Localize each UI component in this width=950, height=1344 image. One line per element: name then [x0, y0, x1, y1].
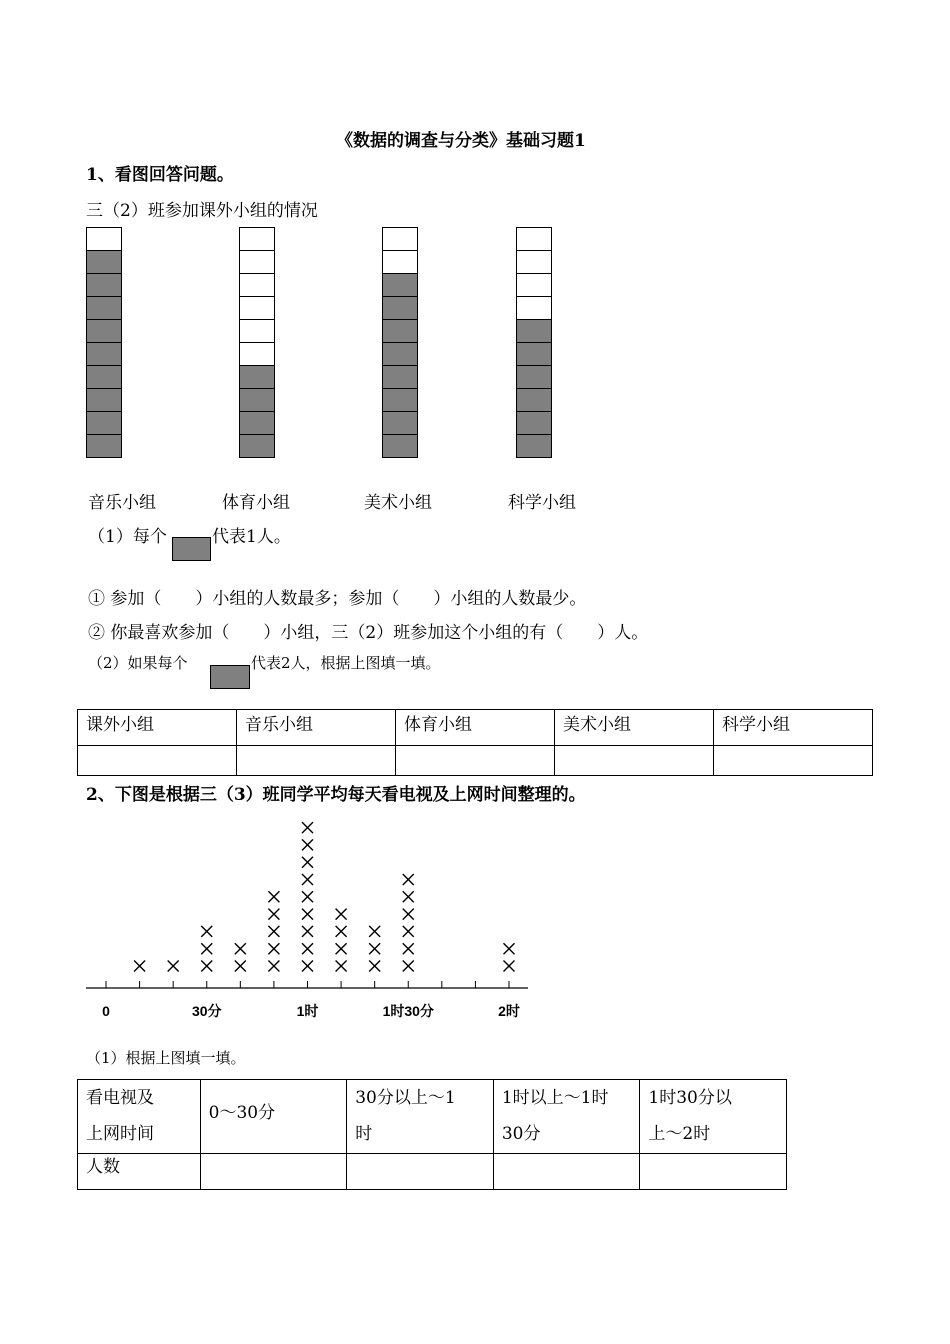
table-header-line: 上～2时 [648, 1124, 711, 1144]
table-header-cell: 课外小组 [78, 710, 237, 746]
question-2-heading: 2、下图是根据三（3）班同学平均每天看电视及上网时间整理的。 [86, 785, 586, 805]
dot-plot-x-mark [302, 943, 313, 954]
dot-plot-x-mark [403, 943, 414, 954]
bar-chart-title: 三（2）班参加课外小组的情况 [86, 201, 318, 221]
question-line-2: ② 你最喜欢参加（ ）小组，三（2）班参加这个小组的有（ ）人。 [88, 623, 649, 643]
dot-plot-x-mark [235, 943, 246, 954]
table-header-line: 时 [355, 1124, 373, 1144]
page-title: 《数据的调查与分类》基础习题1 [336, 131, 586, 151]
table-header-line: 上网时间 [86, 1124, 154, 1144]
dot-plot-x-mark [302, 839, 313, 850]
dot-plot-x-mark [403, 926, 414, 937]
dot-plot-x-mark [268, 943, 279, 954]
answer-cell[interactable] [493, 1154, 640, 1190]
dot-plot-x-mark [134, 961, 145, 972]
table-header-cell [78, 1080, 201, 1154]
dot-plot-x-mark [201, 926, 212, 937]
answer-cell[interactable] [200, 1154, 347, 1190]
table-header-line: 1时30分以 [648, 1088, 732, 1108]
part2-prefix: （2）如果每个 [88, 654, 188, 672]
table-header-cell: 音乐小组 [237, 710, 396, 746]
dot-plot-x-mark [504, 943, 515, 954]
dot-plot-x-mark [336, 909, 347, 920]
dot-plot-x-mark [403, 909, 414, 920]
bar-category-label: 科学小组 [508, 493, 576, 513]
dot-plot-x-mark [201, 961, 212, 972]
dot-plot-x-mark [302, 926, 313, 937]
dot-plot-x-mark [369, 926, 380, 937]
dot-plot-x-mark [235, 961, 246, 972]
x-tick-label: 0 [102, 1003, 110, 1019]
part1-prefix: （1）每个 [88, 527, 167, 547]
table-header-cell: 体育小组 [396, 710, 555, 746]
table-header-line: 30分 [501, 1124, 541, 1144]
dot-plot-x-mark [369, 943, 380, 954]
answer-cell[interactable] [640, 1154, 787, 1190]
table-header-cell [493, 1080, 640, 1154]
dot-plot-x-mark [268, 891, 279, 902]
x-tick-label: 1时30分 [382, 1003, 434, 1019]
dot-plot-x-mark [302, 909, 313, 920]
dot-plot-x-mark [302, 874, 313, 885]
dot-plot-x-mark [268, 909, 279, 920]
table-header-line: 看电视及 [86, 1088, 154, 1108]
dot-plot-x-mark [504, 961, 515, 972]
question-line-1: ① 参加（ ）小组的人数最多；参加（ ）小组的人数最少。 [88, 589, 587, 609]
row-label-count: 人数 [78, 1154, 201, 1190]
table-header-line: 1时以上～1时 [501, 1088, 609, 1108]
dot-plot-x-mark [336, 961, 347, 972]
dot-plot-x-mark [302, 961, 313, 972]
table-header-cell: 美术小组 [555, 710, 714, 746]
dot-plot-x-mark [201, 943, 212, 954]
dot-plot-x-mark [403, 874, 414, 885]
dot-plot-x-mark [403, 961, 414, 972]
dot-plot-x-mark [336, 926, 347, 937]
dot-plot-x-mark [268, 961, 279, 972]
table-header-cell [347, 1080, 494, 1154]
dot-plot-x-mark [403, 891, 414, 902]
table-header-cell [200, 1080, 347, 1154]
answer-cell[interactable] [347, 1154, 494, 1190]
dot-plot-x-mark [168, 961, 179, 972]
part2-suffix: 代表2人，根据上图填一填。 [251, 654, 441, 672]
x-tick-label: 1时 [296, 1003, 319, 1019]
table-header-line: 0～30分 [208, 1102, 276, 1123]
question-1-heading: 1、看图回答问题。 [86, 165, 234, 185]
bar-category-label: 体育小组 [222, 493, 290, 513]
x-tick-label: 2时 [498, 1003, 520, 1019]
dot-plot-x-mark [336, 943, 347, 954]
dot-plot-x-mark [268, 926, 279, 937]
dot-plot-x-mark [369, 961, 380, 972]
table-header-line: 30分以上～1 [355, 1088, 456, 1108]
part1-instruction: （1）根据上图填一填。 [86, 1049, 246, 1067]
bar-category-label: 美术小组 [364, 493, 432, 513]
part1-suffix: 代表1人。 [212, 527, 291, 547]
dot-plot-x-mark [302, 891, 313, 902]
bar-category-label: 音乐小组 [88, 493, 156, 513]
table-header-cell: 科学小组 [714, 710, 873, 746]
dot-plot-x-mark [302, 857, 313, 868]
table-header-cell [640, 1080, 787, 1154]
dot-plot-x-mark [302, 822, 313, 833]
x-tick-label: 30分 [191, 1003, 222, 1019]
time-fill-table [77, 1079, 787, 1190]
